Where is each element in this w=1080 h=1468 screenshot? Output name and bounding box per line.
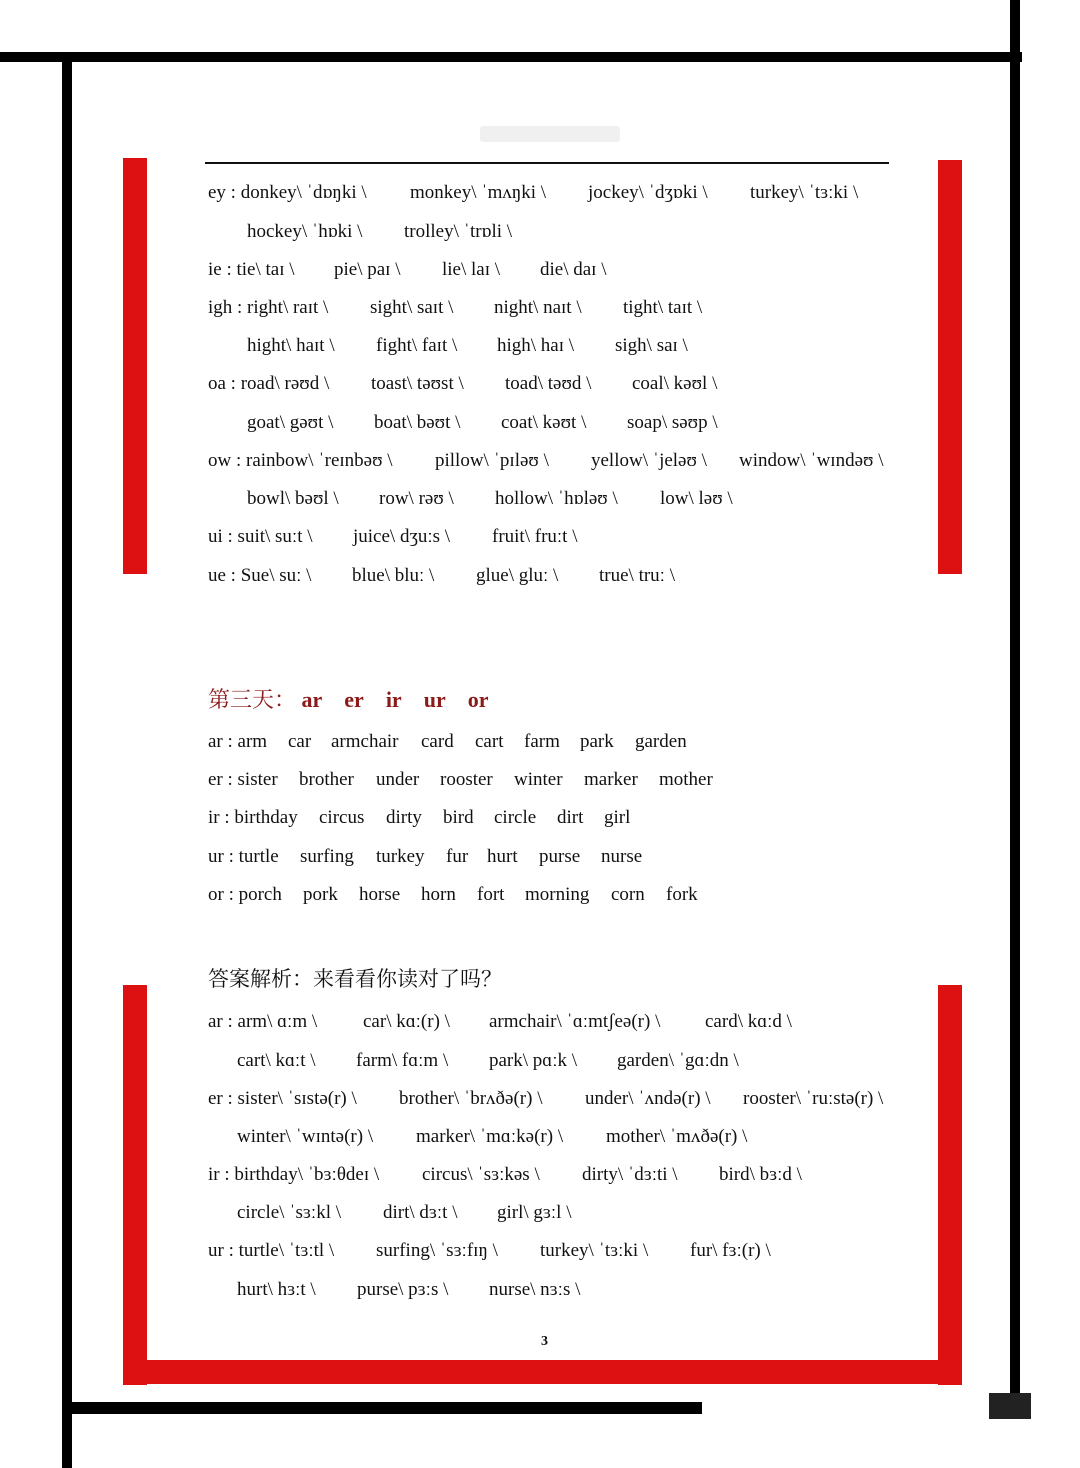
word-entry: surfing (300, 846, 354, 867)
word-entry: circus\ ˈsɜːkəs \ (422, 1164, 540, 1185)
word-entry: dirt (557, 807, 584, 828)
word-entry: ur : turtle (208, 846, 279, 867)
corner-block (989, 1393, 1031, 1419)
word-entry: fork (666, 884, 698, 905)
word-entry: mother\ ˈmʌðə(r) \ (606, 1126, 748, 1147)
word-entry: pillow\ ˈpɪləʊ \ (435, 450, 549, 471)
word-entry: dirt\ dɜːt \ (383, 1202, 458, 1223)
word-entry: winter\ ˈwɪntə(r) \ (237, 1126, 374, 1147)
red-stripe-bottom (123, 1360, 962, 1384)
word-entry: morning (525, 884, 590, 905)
word-entry: girl\ gɜːl \ (497, 1202, 572, 1223)
word-entry: garden (635, 731, 687, 752)
word-entry: dirty\ ˈdɜːti \ (582, 1164, 678, 1185)
red-stripe-right-top (938, 160, 962, 574)
word-entry: mother (659, 769, 713, 790)
word-entry: circle\ ˈsɜːkl \ (237, 1202, 341, 1223)
word-entry: toad\ təʊd \ (505, 373, 592, 394)
frame-bottom-border (62, 1402, 702, 1414)
word-entry: coal\ kəʊl \ (632, 373, 718, 394)
word-entry: circle (494, 807, 537, 828)
sound-label: ar (301, 687, 323, 712)
word-entry: armchair\ ˈɑːmtʃeə(r) \ (489, 1011, 661, 1032)
word-entry: ie : tie\ taɪ \ (208, 259, 295, 280)
word-entry: bird (443, 807, 474, 828)
word-entry: purse (539, 846, 581, 867)
word-entry: horn (421, 884, 456, 905)
word-entry: igh : right\ raɪt \ (208, 297, 329, 318)
word-entry: ar : arm (208, 731, 268, 752)
word-entry: true\ truː \ (599, 565, 675, 586)
word-entry: hight\ haɪt \ (247, 335, 335, 356)
word-entry: goat\ gəʊt \ (247, 412, 334, 433)
word-entry: window\ ˈwɪndəʊ \ (739, 450, 884, 471)
word-entry: rooster (440, 769, 493, 790)
word-entry: turkey\ ˈtɜːki \ (540, 1240, 649, 1261)
word-entry: park\ pɑːk \ (489, 1050, 578, 1071)
word-entry: toast\ təʊst \ (371, 373, 464, 394)
word-entry: high\ haɪ \ (497, 335, 575, 356)
word-entry: or : porch (208, 884, 282, 905)
word-entry: turkey (376, 846, 425, 867)
page-number: 3 (541, 1334, 548, 1349)
word-entry: cart\ kɑːt \ (237, 1050, 316, 1071)
word-entry: ow : rainbow\ ˈreɪnbəʊ \ (208, 450, 393, 471)
word-entry: jockey\ ˈdʒɒki \ (588, 182, 708, 203)
sound-label: or (467, 687, 489, 712)
word-entry: ur : turtle\ ˈtɜːtl \ (208, 1240, 335, 1261)
day3-title-label: 第三天： (208, 688, 297, 713)
word-entry: monkey\ ˈmʌŋki \ (410, 182, 547, 203)
header-blurred-text (480, 126, 620, 142)
word-entry: yellow\ ˈjeləʊ \ (591, 450, 707, 471)
red-stripe-left-bottom (123, 985, 147, 1385)
word-entry: ey : donkey\ ˈdɒŋki \ (208, 182, 367, 203)
word-entry: cart (475, 731, 504, 752)
word-entry: under (376, 769, 420, 790)
word-entry: ui : suit\ suːt \ (208, 526, 313, 547)
red-stripe-right-bottom (938, 985, 962, 1385)
word-entry: er : sister\ ˈsɪstə(r) \ (208, 1088, 357, 1109)
word-entry: coat\ kəʊt \ (501, 412, 587, 433)
word-entry: tight\ taɪt \ (623, 297, 703, 318)
word-entry: surfing\ ˈsɜːfɪŋ \ (376, 1240, 498, 1261)
red-stripe-left-top (123, 158, 147, 574)
word-entry: marker (584, 769, 638, 790)
word-entry: garden\ ˈgɑːdn \ (617, 1050, 739, 1071)
day3-title (208, 683, 510, 714)
word-entry: soap\ səʊp \ (627, 412, 718, 433)
word-entry: farm (524, 731, 560, 752)
word-entry: low\ ləʊ \ (660, 488, 733, 509)
word-entry: hurt\ hɜːt \ (237, 1279, 316, 1300)
sound-label: ur (423, 687, 446, 712)
frame-left-border (62, 58, 72, 1468)
word-entry: farm\ fɑːm \ (356, 1050, 449, 1071)
word-entry: girl (604, 807, 631, 828)
word-entry: blue\ bluː \ (352, 565, 435, 586)
word-entry: car\ kɑː(r) \ (363, 1011, 450, 1032)
sound-label: ir (385, 687, 402, 712)
word-entry: armchair (331, 731, 399, 752)
word-entry: brother\ ˈbrʌðə(r) \ (399, 1088, 543, 1109)
word-entry: ue : Sue\ suː \ (208, 565, 312, 586)
answers-title: 答案解析：来看看你读对了吗？ (208, 967, 502, 991)
word-entry: fruit\ fruːt \ (492, 526, 578, 547)
word-entry: fight\ faɪt \ (376, 335, 458, 356)
frame-right-border (1010, 0, 1020, 1400)
word-entry: park (580, 731, 614, 752)
word-entry: die\ daɪ \ (540, 259, 607, 280)
word-entry: corn (611, 884, 645, 905)
word-entry: hollow\ ˈhɒləʊ \ (495, 488, 618, 509)
word-entry: fur\ fɜː(r) \ (690, 1240, 771, 1261)
word-entry: nurse (601, 846, 643, 867)
word-entry: under\ ˈʌndə(r) \ (585, 1088, 711, 1109)
word-entry: nurse\ nɜːs \ (489, 1279, 581, 1300)
word-entry: glue\ gluː \ (476, 565, 559, 586)
word-entry: lie\ laɪ \ (442, 259, 501, 280)
word-entry: hurt (487, 846, 518, 867)
word-entry: bird\ bɜːd \ (719, 1164, 802, 1185)
word-entry: row\ rəʊ \ (379, 488, 454, 509)
word-entry: night\ naɪt \ (494, 297, 582, 318)
word-entry: horse (359, 884, 401, 905)
word-entry: dirty (386, 807, 422, 828)
word-entry: sigh\ saɪ \ (615, 335, 688, 356)
word-entry: fur (446, 846, 469, 867)
word-entry: ar : arm\ ɑːm \ (208, 1011, 318, 1032)
word-entry: bowl\ bəʊl \ (247, 488, 339, 509)
word-entry: ir : birthday\ ˈbɜːθdeɪ \ (208, 1164, 380, 1185)
word-entry: marker\ ˈmɑːkə(r) \ (416, 1126, 564, 1147)
word-entry: purse\ pɜːs \ (357, 1279, 449, 1300)
word-entry: turkey\ ˈtɜːki \ (750, 182, 859, 203)
word-entry: juice\ dʒuːs \ (353, 526, 451, 547)
word-entry: er : sister (208, 769, 278, 790)
word-entry: fort (477, 884, 505, 905)
word-entry: pie\ paɪ \ (334, 259, 401, 280)
word-entry: ir : birthday (208, 807, 298, 828)
day3-sound-list (302, 687, 511, 712)
word-entry: card (421, 731, 454, 752)
word-entry: boat\ bəʊt \ (374, 412, 461, 433)
word-entry: hockey\ ˈhɒki \ (247, 221, 363, 242)
word-entry: pork (303, 884, 338, 905)
word-entry: car (288, 731, 312, 752)
word-entry: rooster\ ˈruːstə(r) \ (743, 1088, 884, 1109)
sound-label: er (344, 687, 364, 712)
frame-top-border (0, 52, 1022, 62)
word-entry: oa : road\ rəʊd \ (208, 373, 330, 394)
word-entry: brother (299, 769, 354, 790)
word-entry: sight\ saɪt \ (370, 297, 454, 318)
word-entry: card\ kɑːd \ (705, 1011, 792, 1032)
header-rule (205, 162, 889, 164)
word-entry: winter (514, 769, 563, 790)
word-entry: trolley\ ˈtrɒli \ (404, 221, 513, 242)
word-entry: circus (319, 807, 365, 828)
